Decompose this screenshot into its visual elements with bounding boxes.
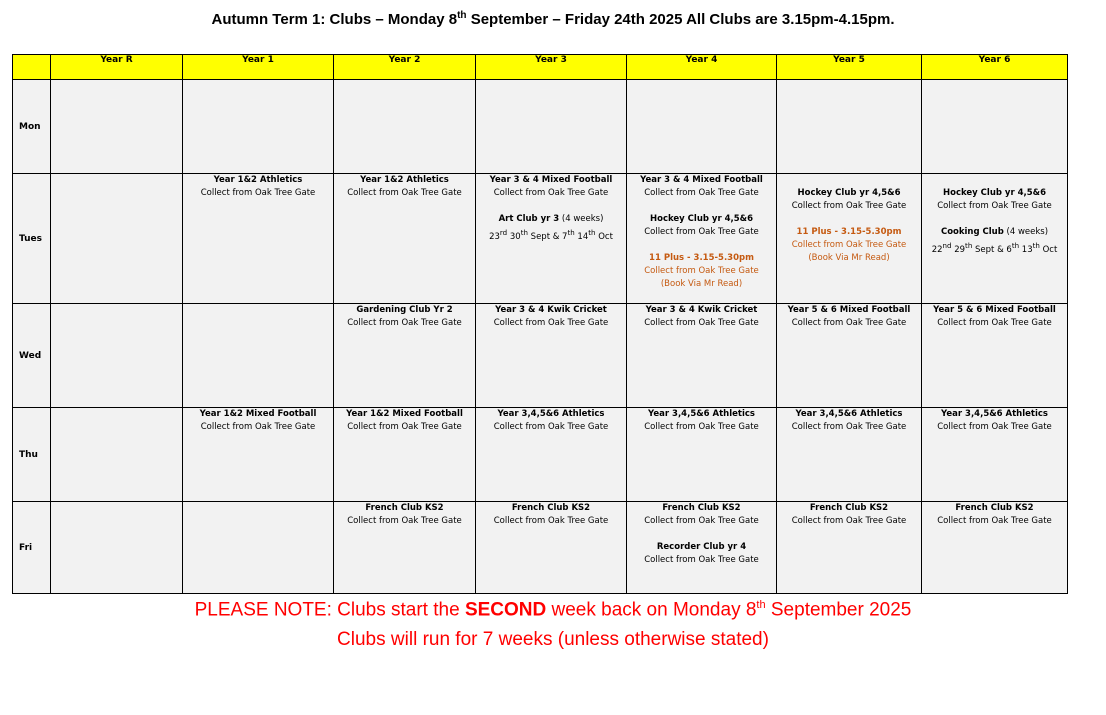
club-collect: Collect from Oak Tree Gate bbox=[200, 422, 316, 432]
cell-club bbox=[627, 174, 777, 304]
club-name: Year 1&2 Mixed Football bbox=[346, 409, 463, 419]
club-name: 11 Plus - 3.15-5.30pm bbox=[796, 227, 902, 237]
header-year-5: Year 5 bbox=[777, 55, 922, 80]
cell-empty bbox=[183, 304, 334, 408]
date-text: Oct bbox=[595, 231, 613, 242]
club-entry bbox=[627, 174, 776, 200]
club-name: Year 5 & 6 Mixed Football bbox=[933, 305, 1056, 315]
date-suffix: th bbox=[520, 228, 528, 237]
club-collect: Collect from Oak Tree Gate bbox=[493, 516, 609, 526]
date-suffix: th bbox=[567, 228, 575, 237]
club-name: Hockey Club yr 4,5&6 bbox=[797, 188, 901, 198]
club-entry-eleven-plus bbox=[777, 226, 921, 265]
note-line-2: Clubs will run for 7 weeks (unless otherwise stated) bbox=[337, 629, 769, 650]
club-duration: (4 weeks) bbox=[1003, 227, 1049, 237]
club-collect: Collect from Oak Tree Gate bbox=[791, 516, 907, 526]
note-text: September 2025 bbox=[765, 599, 912, 621]
cell-empty bbox=[334, 80, 476, 174]
club-collect: Collect from Oak Tree Gate bbox=[347, 188, 462, 198]
clubs-timetable bbox=[12, 54, 1068, 594]
cell-club bbox=[183, 408, 334, 502]
row-wednesday bbox=[13, 304, 1068, 408]
club-collect: Collect from Oak Tree Gate bbox=[347, 516, 462, 526]
row-tuesday bbox=[13, 174, 1068, 304]
club-collect: Collect from Oak Tree Gate bbox=[937, 318, 1052, 328]
club-collect: Collect from Oak Tree Gate bbox=[644, 422, 759, 432]
note-text: PLEASE NOTE: Clubs start the bbox=[194, 599, 465, 621]
date-text: 29 bbox=[951, 244, 966, 255]
cell-club bbox=[627, 408, 777, 502]
date-suffix: th bbox=[1032, 241, 1040, 250]
club-collect: Collect from Oak Tree Gate bbox=[493, 422, 609, 432]
club-name: French Club KS2 bbox=[511, 503, 591, 513]
title-superscript: th bbox=[457, 10, 467, 21]
cell-club bbox=[777, 502, 922, 594]
date-text: 30 bbox=[507, 231, 521, 242]
day-label: Fri bbox=[13, 502, 51, 594]
club-name: Art Club yr 3 bbox=[498, 214, 560, 224]
header-year-3: Year 3 bbox=[476, 55, 627, 80]
note-superscript: th bbox=[756, 599, 766, 611]
club-entry bbox=[627, 541, 776, 567]
cell-club bbox=[627, 304, 777, 408]
header-year-1: Year 1 bbox=[183, 55, 334, 80]
club-name: Year 3 & 4 Mixed Football bbox=[640, 175, 763, 185]
club-entry bbox=[476, 213, 626, 244]
cell-club bbox=[922, 174, 1068, 304]
club-name: Year 3,4,5&6 Athletics bbox=[941, 409, 1048, 419]
club-collect: Collect from Oak Tree Gate bbox=[791, 422, 907, 432]
club-collect: Collect from Oak Tree Gate bbox=[493, 318, 609, 328]
cell-club bbox=[922, 408, 1068, 502]
date-text: 23 bbox=[489, 231, 500, 242]
club-collect: Collect from Oak Tree Gate bbox=[200, 188, 316, 198]
club-name: 11 Plus - 3.15-5.30pm bbox=[649, 253, 754, 263]
club-name: Year 3 & 4 Kwik Cricket bbox=[495, 305, 607, 315]
date-text: 22 bbox=[931, 244, 943, 255]
date-text: Sept & 7 bbox=[527, 231, 568, 242]
cell-empty bbox=[777, 80, 922, 174]
cell-club bbox=[476, 174, 627, 304]
club-entry bbox=[627, 502, 776, 528]
cell-empty bbox=[51, 408, 183, 502]
club-collect: Collect from Oak Tree Gate bbox=[791, 318, 907, 328]
date-text: Sept & 6 bbox=[972, 244, 1012, 255]
day-label: Thu bbox=[13, 408, 51, 502]
club-name: French Club KS2 bbox=[955, 503, 1034, 513]
club-booking: (Book Via Mr Read) bbox=[660, 279, 743, 289]
club-collect: Collect from Oak Tree Gate bbox=[644, 516, 759, 526]
cell-empty bbox=[922, 80, 1068, 174]
row-monday bbox=[13, 80, 1068, 174]
cell-club bbox=[183, 174, 334, 304]
club-collect: Collect from Oak Tree Gate bbox=[347, 318, 462, 328]
club-collect: Collect from Oak Tree Gate bbox=[791, 240, 907, 250]
date-text: Oct bbox=[1039, 244, 1058, 255]
cell-club bbox=[476, 408, 627, 502]
club-name: Hockey Club yr 4,5&6 bbox=[649, 214, 753, 224]
club-entry-eleven-plus bbox=[627, 252, 776, 291]
club-name: French Club KS2 bbox=[809, 503, 889, 513]
club-name: Year 1&2 Athletics bbox=[360, 175, 449, 185]
club-collect: Collect from Oak Tree Gate bbox=[644, 227, 759, 237]
cell-club bbox=[627, 502, 777, 594]
note-line-1 bbox=[0, 599, 1106, 621]
cell-club bbox=[777, 174, 922, 304]
club-name: Year 3,4,5&6 Athletics bbox=[648, 409, 755, 419]
date-text: 14 bbox=[574, 231, 589, 242]
cell-club bbox=[922, 304, 1068, 408]
club-collect: Collect from Oak Tree Gate bbox=[937, 201, 1052, 211]
club-collect: Collect from Oak Tree Gate bbox=[791, 201, 907, 211]
cell-empty bbox=[183, 502, 334, 594]
club-name: Hockey Club yr 4,5&6 bbox=[942, 188, 1046, 198]
club-collect: Collect from Oak Tree Gate bbox=[347, 422, 462, 432]
club-name: Year 1&2 Mixed Football bbox=[199, 409, 317, 419]
header-corner bbox=[13, 55, 51, 80]
club-entry bbox=[922, 187, 1067, 213]
club-entry bbox=[334, 174, 475, 200]
club-entry bbox=[922, 226, 1067, 257]
day-label: Tues bbox=[13, 174, 51, 304]
club-collect: Collect from Oak Tree Gate bbox=[644, 555, 759, 565]
cell-club bbox=[334, 304, 476, 408]
cell-club bbox=[777, 304, 922, 408]
club-name: French Club KS2 bbox=[365, 503, 444, 513]
header-year-4: Year 4 bbox=[627, 55, 777, 80]
date-suffix: rd bbox=[499, 228, 508, 237]
club-name: Cooking Club bbox=[940, 227, 1004, 237]
club-name: Year 1&2 Athletics bbox=[213, 175, 303, 185]
row-friday bbox=[13, 502, 1068, 594]
club-name: Year 3,4,5&6 Athletics bbox=[795, 409, 903, 419]
day-label: Wed bbox=[13, 304, 51, 408]
cell-empty bbox=[51, 304, 183, 408]
club-name: Gardening Club Yr 2 bbox=[356, 305, 453, 315]
club-name-line bbox=[476, 213, 626, 226]
club-collect: Collect from Oak Tree Gate bbox=[493, 188, 609, 198]
club-name: Year 3 & 4 Mixed Football bbox=[489, 175, 613, 185]
day-label: Mon bbox=[13, 80, 51, 174]
date-suffix: th bbox=[1011, 241, 1020, 250]
cell-empty bbox=[183, 80, 334, 174]
club-name: Year 3 & 4 Kwik Cricket bbox=[645, 305, 758, 315]
date-suffix: th bbox=[588, 228, 596, 237]
club-collect: Collect from Oak Tree Gate bbox=[644, 266, 759, 276]
header-year-2: Year 2 bbox=[334, 55, 476, 80]
club-dates bbox=[922, 239, 1067, 257]
date-text: 13 bbox=[1019, 244, 1033, 255]
row-thursday bbox=[13, 408, 1068, 502]
cell-club bbox=[476, 502, 627, 594]
cell-empty bbox=[627, 80, 777, 174]
cell-empty bbox=[51, 174, 183, 304]
club-collect: Collect from Oak Tree Gate bbox=[644, 318, 759, 328]
title-text: Autumn Term 1: Clubs – Monday 8 bbox=[211, 11, 458, 28]
club-collect: Collect from Oak Tree Gate bbox=[937, 516, 1052, 526]
page-title bbox=[0, 10, 1106, 28]
cell-club bbox=[334, 408, 476, 502]
club-name: Year 5 & 6 Mixed Football bbox=[787, 305, 911, 315]
club-name: Year 3,4,5&6 Athletics bbox=[497, 409, 605, 419]
note-emphasis: SECOND bbox=[464, 599, 547, 621]
club-booking: (Book Via Mr Read) bbox=[808, 253, 890, 263]
club-entry bbox=[183, 174, 333, 200]
cell-club bbox=[922, 502, 1068, 594]
club-entry bbox=[777, 187, 921, 213]
date-suffix: nd bbox=[942, 241, 952, 250]
club-dates bbox=[476, 226, 626, 244]
club-entry bbox=[476, 174, 626, 200]
cell-empty bbox=[51, 502, 183, 594]
header-row bbox=[13, 55, 1068, 80]
club-name: French Club KS2 bbox=[662, 503, 741, 513]
cell-club bbox=[777, 408, 922, 502]
header-year-6: Year 6 bbox=[922, 55, 1068, 80]
club-collect: Collect from Oak Tree Gate bbox=[937, 422, 1052, 432]
club-name: Recorder Club yr 4 bbox=[656, 542, 747, 552]
cell-empty bbox=[476, 80, 627, 174]
date-suffix: th bbox=[965, 241, 973, 250]
cell-club bbox=[334, 174, 476, 304]
club-entry bbox=[627, 213, 776, 239]
note-text: week back on Monday 8 bbox=[546, 599, 757, 621]
title-text-rest: September – Friday 24th 2025 All Clubs are 3.15pm-4.15pm. bbox=[466, 11, 895, 28]
club-duration: (4 weeks) bbox=[559, 214, 604, 224]
cell-club bbox=[476, 304, 627, 408]
cell-empty bbox=[51, 80, 183, 174]
cell-club bbox=[334, 502, 476, 594]
club-name-line bbox=[922, 226, 1067, 239]
club-collect: Collect from Oak Tree Gate bbox=[644, 188, 759, 198]
header-year-r: Year R bbox=[51, 55, 183, 80]
